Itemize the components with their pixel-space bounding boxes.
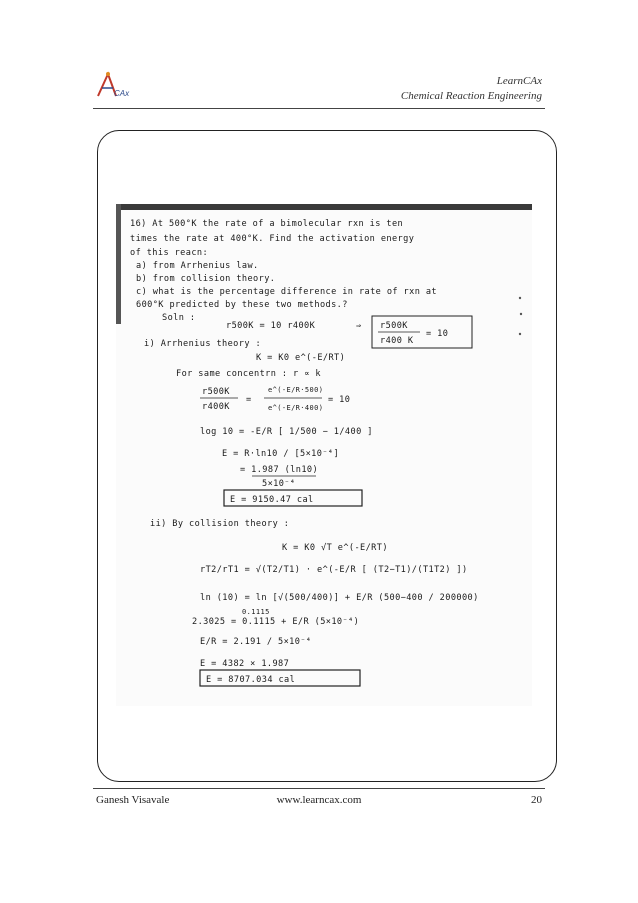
page-number: 20 [531, 794, 542, 806]
svg-text:CAx: CAx [114, 89, 130, 98]
problem-line: times the rate at 400°K. Find the activation energy [130, 234, 415, 244]
header-subject: Chemical Reaction Engineering [400, 90, 542, 102]
e-equation-1: E = R·ln10 / [5×10⁻⁴] [222, 449, 340, 459]
handwritten-solution-scan [116, 204, 532, 706]
number-small: 0.1115 [242, 608, 270, 616]
collision-equation: K = K0 √T e^(-E/RT) [282, 543, 388, 553]
footer-rule [93, 788, 545, 789]
e-calculation: E = 4382 × 1.987 [200, 659, 290, 669]
ratio-rhs-denominator: e^(-E/R·400) [268, 404, 324, 412]
problem-line: 600°K predicted by these two methods.? [136, 300, 348, 310]
page-header [401, 74, 542, 104]
footer-website: www.learncax.com [276, 794, 362, 806]
learncax-logo [94, 68, 132, 100]
log-equation: log 10 = -E/R [ 1/500 − 1/400 ] [200, 427, 373, 437]
problem-line: c) what is the percentage difference in rate of rxn at [136, 287, 437, 297]
ratio-rhs-numerator: e^(-E/R·500) [268, 386, 324, 394]
given-box-bottom: r400 K [380, 336, 414, 346]
arrhenius-equation: K = K0 e^(-E/RT) [256, 353, 346, 363]
problem-line: of this reacn: [130, 248, 209, 258]
given-box-rhs: = 10 [426, 329, 449, 339]
numeric-equation: 2.3025 = 0.1115 + E/R (5×10⁻⁴) [192, 617, 360, 627]
part2-label: ii) By collision theory : [150, 519, 290, 529]
ratio-numerator: r500K [202, 387, 230, 397]
ln-equation: ln (10) = ln [√(500/400)] + E/R (500−400 / 200000) [200, 593, 479, 603]
part1-label: i) Arrhenius theory : [144, 339, 262, 349]
equals-sign: = [246, 395, 252, 405]
e-over-r-equation: E/R = 2.191 / 5×10⁻⁴ [200, 637, 312, 647]
e-equation-2-num: = 1.987 (ln10) [240, 465, 319, 475]
same-concentration: For same concentrn : r ∝ k [176, 369, 321, 379]
inline-arrow: ⇒ [356, 321, 362, 331]
header-site: LearnCAx [496, 75, 542, 87]
given-box-top: r500K [380, 321, 408, 331]
e-result-1: E = 9150.47 cal [230, 495, 314, 505]
problem-line: 16) At 500°K the rate of a bimolecular rxn is ten [130, 219, 404, 229]
problem-line: b) from collision theory. [136, 274, 276, 284]
footer-author: Ganesh Visavale [96, 794, 170, 806]
ratio-equals-ten: = 10 [328, 395, 351, 405]
header-rule [93, 108, 545, 109]
collision-ratio: rT2/rT1 = √(T2/T1) · e^(-E/R [ (T2−T1)/(T1T2) ]) [200, 565, 468, 575]
given-equation: r500K = 10 r400K [226, 321, 316, 331]
problem-line: a) from Arrhenius law. [136, 261, 259, 271]
ratio-denominator: r400K [202, 402, 230, 412]
solution-label: Soln : [162, 313, 196, 323]
e-result-2: E = 8707.034 cal [206, 675, 296, 685]
e-equation-2-den: 5×10⁻⁴ [262, 479, 296, 489]
